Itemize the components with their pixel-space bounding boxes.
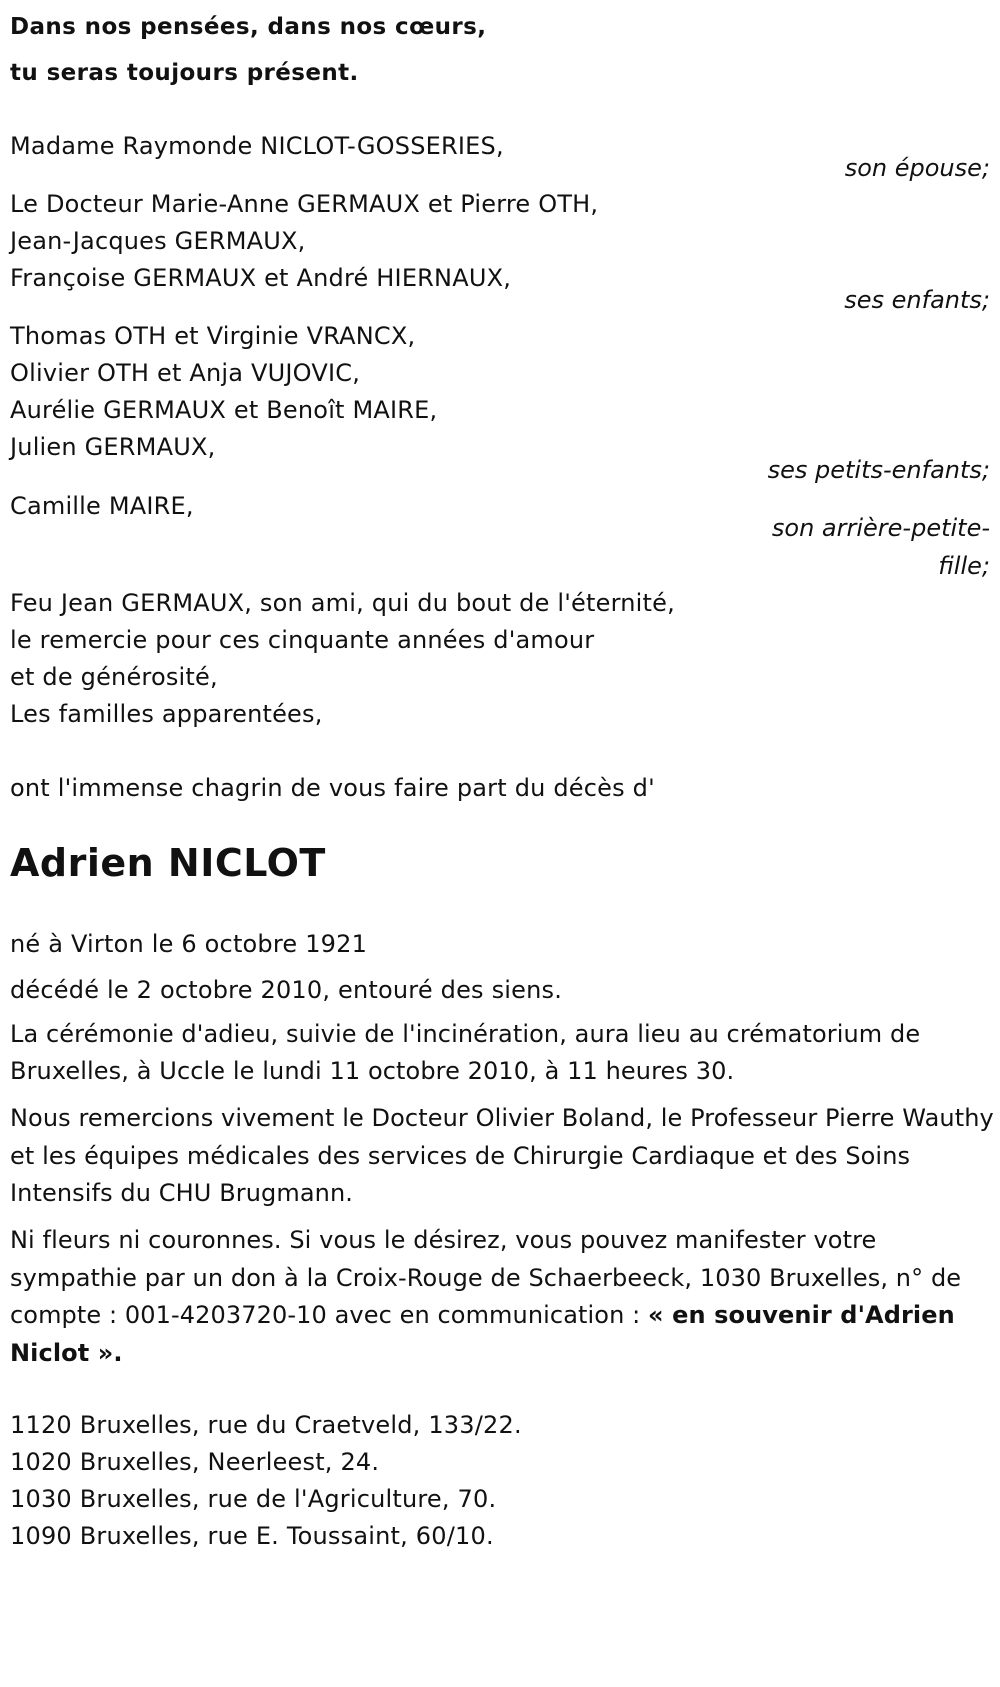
great-grandchild-role xyxy=(730,509,990,585)
death-info: décédé le 2 octobre 2010, entouré des siens. xyxy=(10,976,563,1004)
child-name: Françoise GERMAUX et André HIERNAUX, xyxy=(10,264,512,292)
great-grandchild-role-line-1: son arrière-petite- xyxy=(771,514,990,542)
grandchild-name: Julien GERMAUX, xyxy=(10,433,216,461)
others-line: Les familles apparentées, xyxy=(10,700,323,728)
children-role: ses enfants; xyxy=(844,286,990,314)
donation-paragraph xyxy=(10,1222,995,1372)
child-name: Jean-Jacques GERMAUX, xyxy=(10,227,306,255)
donation-text-wrapper xyxy=(10,1222,995,1372)
address-line: 1090 Bruxelles, rue E. Toussaint, 60/10. xyxy=(10,1522,494,1550)
announcement: ont l'immense chagrin de vous faire part du décès d' xyxy=(10,774,655,802)
grandchild-name: Aurélie GERMAUX et Benoît MAIRE, xyxy=(10,396,438,424)
deceased-name: Adrien NICLOT xyxy=(10,841,326,885)
thanks-text: Nous remercions vivement le Docteur Olivier Boland, le Professeur Pierre Wauthy et les équipes médicales des services de Chirurgie Cardiaque et des Soins Intensifs du CHU Brugmann. xyxy=(10,1104,994,1207)
others-line: le remercie pour ces cinquante années d'amour xyxy=(10,626,595,654)
obituary-notice xyxy=(10,0,994,1687)
ceremony-text: La cérémonie d'adieu, suivie de l'incinération, aura lieu au crématorium de Bruxelles, à Uccle le lundi 11 octobre 2010, à 11 heures 30. xyxy=(10,1020,921,1085)
spouse-role: son épouse; xyxy=(844,154,990,182)
great-grandchild-role-line-2: fille; xyxy=(938,552,990,580)
others-line: Feu Jean GERMAUX, son ami, qui du bout de l'éternité, xyxy=(10,589,675,617)
ceremony-paragraph xyxy=(10,1016,995,1090)
heading-line-2: tu seras toujours présent. xyxy=(10,60,359,86)
donation-text: Ni fleurs ni couronnes. Si vous le désirez, vous pouvez manifester votre sympathie par un don à la Croix-Rouge de Schaerbeeck, 1030 Bruxelles, n° de compte : 001-4203720-10 avec en communication : xyxy=(10,1226,962,1329)
address-line: 1030 Bruxelles, rue de l'Agriculture, 70. xyxy=(10,1485,497,1513)
address-line: 1120 Bruxelles, rue du Craetveld, 133/22. xyxy=(10,1411,522,1439)
grandchild-name: Olivier OTH et Anja VUJOVIC, xyxy=(10,359,361,387)
child-name: Le Docteur Marie-Anne GERMAUX et Pierre OTH, xyxy=(10,190,599,218)
grandchild-name: Thomas OTH et Virginie VRANCX, xyxy=(10,322,416,350)
great-grandchild-name: Camille MAIRE, xyxy=(10,492,194,520)
spouse-name: Madame Raymonde NICLOT-GOSSERIES, xyxy=(10,132,504,160)
others-line: et de générosité, xyxy=(10,663,218,691)
address-line: 1020 Bruxelles, Neerleest, 24. xyxy=(10,1448,380,1476)
birth-info: né à Virton le 6 octobre 1921 xyxy=(10,930,368,958)
thanks-paragraph xyxy=(10,1100,995,1213)
donation-highlight: « en souvenir d'Adrien Niclot ». xyxy=(10,1301,955,1367)
grandchildren-role: ses petits-enfants; xyxy=(767,456,990,484)
heading-line-1: Dans nos pensées, dans nos cœurs, xyxy=(10,14,487,40)
